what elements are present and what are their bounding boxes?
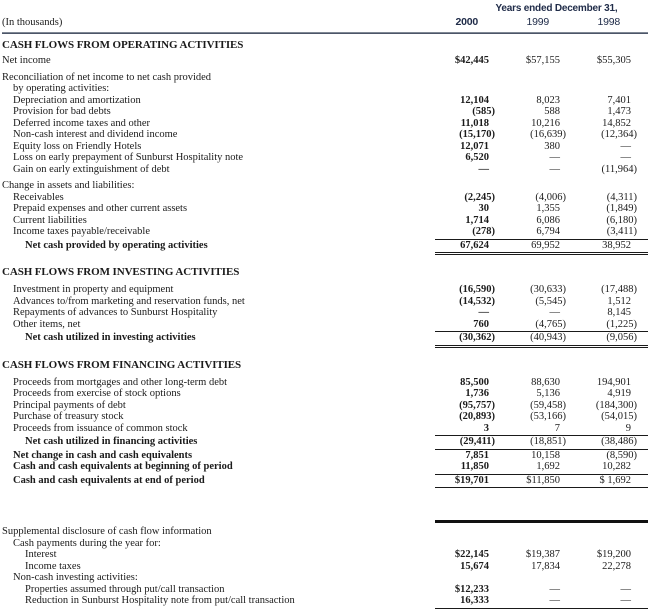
value-2000: 11,018: [460, 117, 489, 129]
value-2000: 30: [478, 203, 489, 214]
row-label: Other items, net: [13, 318, 81, 330]
table-row: [2, 400, 648, 412]
value-1998: (11,964): [601, 163, 637, 175]
value-2000: 85,500: [460, 376, 489, 388]
value-1999: 588: [544, 106, 560, 117]
table-row: [2, 423, 648, 437]
table-row: [2, 129, 648, 141]
value-1999: 6,086: [536, 214, 560, 226]
row-label: Proceeds from mortgages and other long-term debt: [13, 376, 228, 388]
value-1999: 6,794: [536, 226, 560, 237]
statement-section: [2, 39, 648, 253]
table-row: [2, 307, 648, 319]
table-row: [2, 226, 648, 240]
row-label: Repayments of advances to Sunburst Hospitality: [13, 307, 218, 318]
value-2000: 3: [483, 422, 489, 434]
row-label: Net change in cash and cash equivalents: [13, 449, 193, 461]
value-2000: (14,532): [459, 295, 495, 307]
row-values: [435, 561, 648, 573]
table-row: [2, 436, 648, 450]
row-values: [435, 549, 648, 561]
header-spacer: [2, 3, 435, 14]
row-label: Properties assumed through put/call transaction: [25, 583, 225, 595]
table-row: [2, 296, 648, 308]
row-label: Prepaid expenses and other current assets: [13, 203, 188, 214]
table-row: [2, 388, 648, 400]
value-1999: 88,630: [531, 376, 560, 388]
value-1999: 1,355: [536, 203, 560, 214]
row-label: Net cash provided by operating activities: [25, 239, 208, 251]
row-label: Non-cash investing activities:: [13, 572, 138, 583]
table-row: [2, 215, 648, 227]
value-1998: 4,919: [607, 388, 631, 399]
value-1999: 380: [544, 140, 560, 152]
value-1999: —: [549, 163, 560, 175]
table-row: [2, 526, 648, 538]
year-column-1999: 1999: [526, 16, 549, 28]
value-1998: 8,145: [607, 307, 631, 318]
table-row: [2, 106, 648, 118]
value-1998: (1,225): [606, 318, 637, 330]
value-2000: 760: [473, 318, 489, 330]
value-1999: (5,545): [535, 295, 566, 307]
value-2000: (2,245): [464, 191, 495, 203]
value-2000: $19,701: [454, 474, 489, 486]
row-label: by operating activities:: [13, 83, 110, 94]
value-1999: 7: [554, 422, 560, 434]
table-row: [2, 284, 648, 296]
value-1999: —: [549, 595, 560, 606]
row-values: [435, 55, 648, 67]
year-columns: [435, 16, 648, 29]
value-1998: —: [620, 140, 631, 152]
value-1999: —: [549, 307, 560, 318]
row-label: Net cash utilized in investing activities: [25, 332, 196, 343]
row-values: [435, 595, 648, 609]
value-1998: 10,282: [602, 461, 631, 472]
value-1998: $ 1,692: [599, 474, 631, 486]
row-values: [435, 164, 648, 176]
value-2000: $42,445: [454, 55, 489, 66]
row-label: Proceeds from issuance of common stock: [13, 422, 188, 434]
statement-section: [2, 359, 648, 489]
value-1998: (3,411): [606, 226, 637, 237]
row-values: [435, 95, 648, 107]
value-1998: 38,952: [602, 239, 631, 251]
value-1998: 1,473: [607, 106, 631, 117]
row-values: [435, 423, 648, 437]
value-2000: 67,624: [460, 239, 489, 251]
row-values: [435, 377, 648, 389]
row-values: [435, 461, 648, 475]
row-values: [435, 215, 648, 227]
value-1998: (184,300): [595, 399, 637, 411]
value-2000: 11,850: [460, 461, 489, 472]
value-2000: (585): [472, 106, 495, 117]
row-values: [435, 411, 648, 423]
value-2000: (15,170): [459, 129, 495, 140]
table-row: [2, 164, 648, 176]
row-label: Deferred income taxes and other: [13, 117, 151, 129]
value-1999: $11,850: [526, 474, 560, 486]
row-values: [435, 141, 648, 153]
row-label: Loss on early prepayment of Sunburst Hospitality note: [13, 152, 244, 163]
row-label: Income taxes payable/receivable: [13, 226, 151, 237]
row-values: [435, 240, 648, 254]
statement-section: [2, 520, 648, 609]
row-label: Current liabilities: [13, 214, 87, 226]
row-label: Reconciliation of net income to net cash provided: [2, 71, 212, 83]
section-title: CASH FLOWS FROM OPERATING ACTIVITIES: [2, 39, 244, 51]
table-row: [2, 240, 648, 254]
table-row: [2, 377, 648, 389]
row-values: [435, 400, 648, 412]
row-values: [435, 584, 648, 596]
period-header: Years ended December 31,: [495, 3, 618, 14]
value-2000: 12,104: [460, 94, 489, 106]
value-1999: —: [549, 583, 560, 595]
value-2000: $22,145: [454, 549, 489, 560]
row-values: [435, 296, 648, 308]
table-row: [2, 152, 648, 164]
units-label: (In thousands): [2, 17, 63, 28]
row-values: [435, 450, 648, 462]
section-title: CASH FLOWS FROM FINANCING ACTIVITIES: [2, 358, 242, 371]
row-label: Provision for bad debts: [13, 106, 111, 117]
row-label: Equity loss on Friendly Hotels: [13, 140, 142, 152]
value-2000: $12,233: [454, 583, 489, 595]
value-1998: 22,278: [602, 560, 631, 572]
value-1998: (4,311): [606, 191, 637, 203]
table-row: [2, 450, 648, 462]
row-values: [435, 192, 648, 204]
table-row: [2, 461, 648, 475]
value-2000: —: [478, 307, 489, 318]
table-row: [2, 95, 648, 107]
value-2000: (278): [472, 226, 495, 237]
row-label: Cash payments during the year for:: [13, 537, 161, 549]
header-rule: [2, 32, 648, 34]
row-label: Principal payments of debt: [13, 399, 126, 411]
value-2000: 6,520: [465, 152, 489, 163]
value-2000: (30,362): [459, 332, 495, 343]
year-column-2000: 2000: [455, 16, 478, 28]
value-1999: (16,639): [530, 129, 566, 140]
table-row: [2, 572, 648, 584]
year-column-1998: 1998: [597, 16, 620, 28]
value-1999: 5,136: [536, 388, 560, 399]
value-1998: (6,180): [606, 214, 637, 226]
row-values: [435, 106, 648, 118]
table-row: [2, 141, 648, 153]
table-row: [2, 411, 648, 423]
table-row: [2, 538, 648, 550]
value-1999: (18,851): [530, 436, 566, 447]
value-1998: (8,590): [606, 449, 637, 461]
value-1998: —: [620, 152, 631, 163]
value-1999: 10,216: [531, 117, 560, 129]
value-1998: $55,305: [596, 55, 631, 66]
statement-section: [2, 266, 648, 346]
value-1999: 69,952: [531, 239, 560, 251]
table-row: [2, 55, 648, 67]
value-1998: 9: [625, 422, 631, 434]
value-1999: (40,943): [530, 332, 566, 343]
value-1998: 194,901: [596, 376, 631, 388]
section-title: CASH FLOWS FROM INVESTING ACTIVITIES: [2, 266, 240, 278]
value-1998: (12,364): [601, 129, 637, 140]
table-row: [2, 203, 648, 215]
row-values: [435, 436, 648, 450]
value-1998: 1,512: [607, 295, 631, 307]
value-1998: —: [620, 583, 631, 595]
value-1998: (38,486): [601, 436, 637, 447]
row-label: Investment in property and equipment: [13, 284, 174, 295]
row-values: [435, 118, 648, 130]
value-1998: 14,852: [602, 117, 631, 129]
row-label: Net cash utilized in financing activities: [25, 436, 198, 447]
value-2000: 12,071: [460, 140, 489, 152]
table-row: [2, 180, 648, 192]
row-label: Supplemental disclosure of cash flow information: [2, 526, 212, 537]
value-2000: 1,714: [465, 214, 489, 226]
row-label: Gain on early extinguishment of debt: [13, 163, 170, 175]
value-2000: 16,333: [460, 595, 489, 606]
value-1998: $19,200: [596, 549, 631, 560]
table-row: [2, 83, 648, 95]
value-1999: 8,023: [536, 94, 560, 106]
heavy-divider-rule: [435, 520, 648, 523]
row-label: Reduction in Sunburst Hospitality note from put/call transaction: [25, 595, 295, 606]
value-1999: $57,155: [525, 55, 560, 66]
row-values: [435, 129, 648, 141]
value-1999: —: [549, 152, 560, 163]
row-values: [435, 226, 648, 240]
value-1999: (4,765): [535, 318, 566, 330]
table-row: [2, 549, 648, 561]
value-1998: (17,488): [601, 284, 637, 295]
row-label: Purchase of treasury stock: [13, 411, 124, 422]
value-1999: $19,387: [525, 549, 560, 560]
table-row: [2, 72, 648, 84]
row-label: Net income: [2, 55, 51, 66]
row-label: Receivables: [13, 191, 64, 203]
value-2000: 7,851: [465, 449, 489, 461]
row-values: [435, 203, 648, 215]
value-2000: 1,736: [465, 388, 489, 399]
table-row: [2, 561, 648, 573]
value-2000: —: [478, 163, 489, 175]
value-2000: (95,757): [459, 399, 495, 411]
value-1998: (9,056): [606, 332, 637, 343]
statement-body: [2, 39, 648, 609]
row-values: [435, 307, 648, 319]
table-row: [2, 584, 648, 596]
value-1999: 10,158: [531, 449, 560, 461]
row-label: Cash and cash equivalents at beginning of period: [13, 461, 233, 472]
value-1999: (59,458): [530, 399, 566, 411]
value-1999: 17,834: [531, 560, 560, 572]
row-values: [435, 319, 648, 333]
value-2000: (16,590): [459, 284, 495, 295]
row-label: Cash and cash equivalents at end of period: [13, 474, 205, 486]
row-label: Income taxes: [25, 560, 81, 572]
row-label: Interest: [25, 549, 57, 560]
table-row: [2, 118, 648, 130]
row-label: Proceeds from exercise of stock options: [13, 388, 181, 399]
report-header: [2, 3, 648, 34]
value-1999: (53,166): [530, 411, 566, 422]
row-values: [435, 388, 648, 400]
row-label: Advances to/from marketing and reservation funds, net: [13, 295, 245, 307]
row-values: [435, 332, 648, 346]
table-row: [2, 332, 648, 346]
value-1999: (30,633): [530, 284, 566, 295]
row-values: [435, 284, 648, 296]
table-row: [2, 595, 648, 609]
table-row: [2, 319, 648, 333]
value-1998: 7,401: [607, 94, 631, 106]
row-values: [435, 475, 648, 489]
row-label: Change in assets and liabilities:: [2, 180, 135, 191]
value-2000: 15,674: [460, 560, 489, 572]
row-label: Non-cash interest and dividend income: [13, 129, 178, 140]
table-row: [2, 475, 648, 489]
table-row: [2, 192, 648, 204]
value-1998: —: [620, 595, 631, 606]
row-label: Depreciation and amortization: [13, 94, 141, 106]
value-1999: 1,692: [536, 461, 560, 472]
value-1998: (1,849): [606, 203, 637, 214]
value-1998: (54,015): [601, 411, 637, 422]
row-values: [435, 152, 648, 164]
value-1999: (4,006): [535, 191, 566, 203]
value-2000: (20,893): [459, 411, 495, 422]
value-2000: (29,411): [459, 436, 495, 447]
